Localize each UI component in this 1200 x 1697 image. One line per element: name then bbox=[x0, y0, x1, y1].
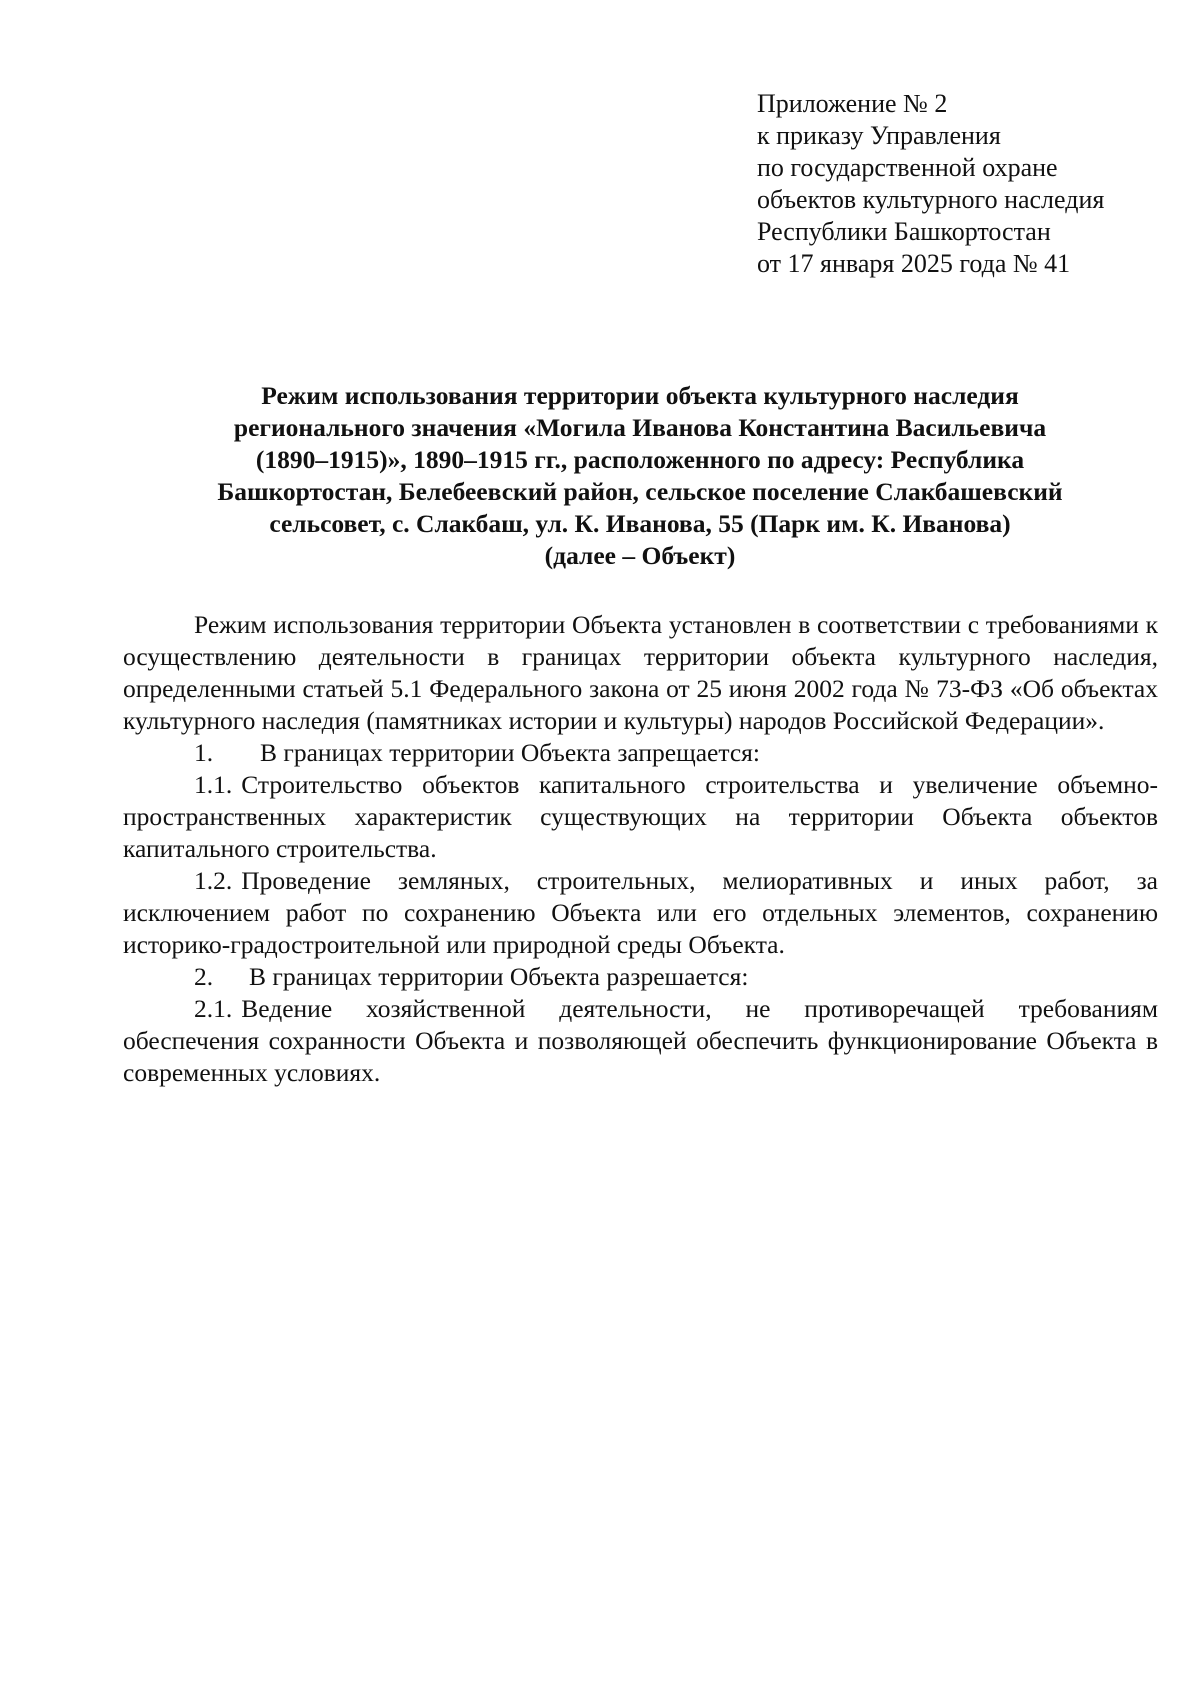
title-line: Башкортостан, Белебеевский район, сельское поселение Слакбашевский bbox=[217, 477, 1063, 506]
item-number: 1.1. bbox=[194, 770, 233, 799]
appendix-line: Приложение № 2 bbox=[757, 89, 948, 118]
document-body bbox=[123, 609, 1158, 1089]
item-number: 1. bbox=[194, 738, 214, 767]
item-number: 1.2. bbox=[194, 866, 233, 895]
item-number: 2.1. bbox=[194, 994, 233, 1023]
appendix-line: Республики Башкортостан bbox=[757, 217, 1051, 246]
item-text: В границах территории Объекта запрещается: bbox=[260, 738, 760, 767]
list-item bbox=[123, 865, 1158, 961]
intro-paragraph: Режим использования территории Объекта установлен в соответствии с требованиями к осуществлению деятельности в границах территории объекта культурного наследия, определенными статьей 5.1 Федерального закона от 25 июня 2002 года № 73-ФЗ «Об объектах культурного наследия (памятниках истории и культуры) народов Российской Федерации». bbox=[123, 610, 1158, 735]
appendix-line: к приказу Управления bbox=[757, 121, 1001, 150]
list-item bbox=[123, 737, 1158, 769]
list-item bbox=[123, 993, 1158, 1089]
item-text: Проведение земляных, строительных, мелиоративных и иных работ, за исключением работ по сохранению Объекта или его отдельных элементов, сохранению историко-градостроительной или природной среды Объекта. bbox=[123, 866, 1158, 959]
list-item bbox=[123, 769, 1158, 865]
title-line: (далее – Объект) bbox=[544, 541, 736, 570]
title-line: Режим использования территории объекта культурного наследия bbox=[261, 381, 1019, 410]
appendix-line: от 17 января 2025 года № 41 bbox=[757, 249, 1071, 278]
item-text: В границах территории Объекта разрешается: bbox=[249, 962, 749, 991]
item-text: Ведение хозяйственной деятельности, не противоречащей требованиям обеспечения сохранности Объекта и позволяющей обеспечить функционирование Объекта в современных условиях. bbox=[123, 994, 1158, 1087]
document-title bbox=[140, 380, 1140, 572]
appendix-header bbox=[757, 88, 1177, 280]
appendix-line: по государственной охране bbox=[757, 153, 1058, 182]
appendix-line: объектов культурного наследия bbox=[757, 185, 1105, 214]
title-line: регионального значения «Могила Иванова Константина Васильевича bbox=[233, 413, 1047, 442]
title-line: сельсовет, с. Слакбаш, ул. К. Иванова, 55 (Парк им. К. Иванова) bbox=[269, 509, 1011, 538]
list-item bbox=[123, 961, 1158, 993]
title-line: (1890–1915)», 1890–1915 гг., расположенного по адресу: Республика bbox=[255, 445, 1025, 474]
item-text: Строительство объектов капитального строительства и увеличение объемно-пространственных характеристик существующих на территории Объекта объектов капитального строительства. bbox=[123, 770, 1158, 863]
item-number: 2. bbox=[194, 962, 214, 991]
